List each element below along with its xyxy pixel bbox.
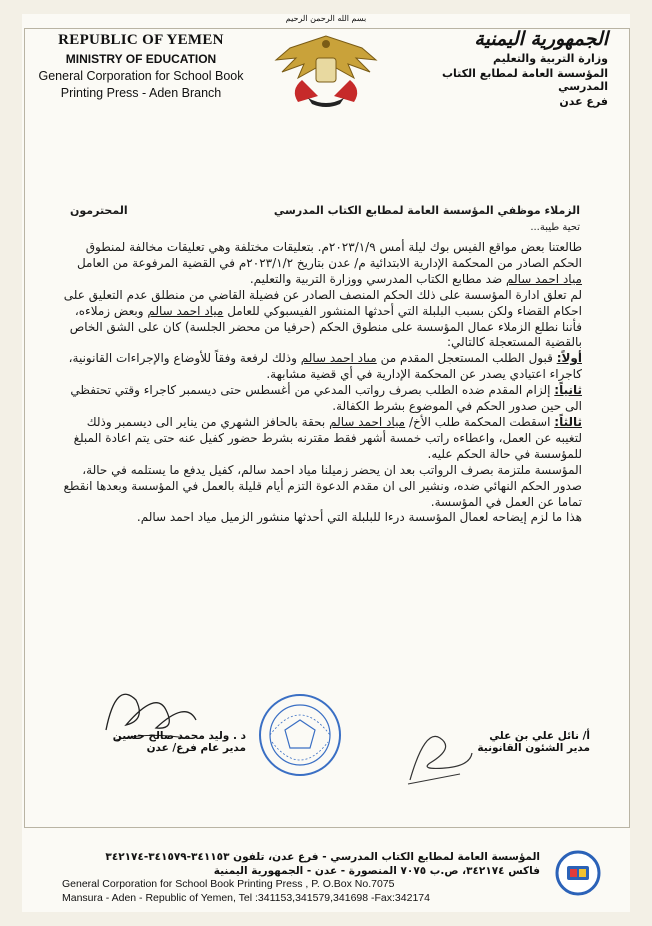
official-stamp-icon xyxy=(250,690,350,780)
country-name-ar: الجمهورية اليمنية xyxy=(474,28,608,50)
item-label: أولاً: xyxy=(556,351,582,366)
greeting: تحية طيبة... xyxy=(530,222,580,233)
addressee-line xyxy=(70,204,580,217)
corporation-name-en: General Corporation for School Book xyxy=(38,69,244,83)
honorific: المحترمون xyxy=(70,204,128,217)
paragraph-4: هذا ما لزم إيضاحه لعمال المؤسسة درءا للبلبلة التي أحدثها منشور الزميل مياد احمد سالم. xyxy=(136,510,582,525)
item-label: ثالثاً: xyxy=(554,414,582,429)
branch-name-en: Printing Press - Aden Branch xyxy=(60,86,222,100)
footer-ar-line1: المؤسسة العامة لمطابع الكتاب المدرسي - فرع عدن، تلفون ٣٤١١٥٣-٣٤١٥٧٩-٣٤٢١٧٤ xyxy=(105,851,540,863)
ruling-item-2: ثانياً: إلزام المقدم ضده الطلب بصرف رواتب المدعي من أغسطس حتى ديسمبر كاجراء وقتي تحتفظي الى حين صدور الحكم في الموضوع بشرط الكفالة. xyxy=(70,383,582,414)
country-name-en: REPUBLIC OF YEMEN xyxy=(58,32,224,48)
footer-english xyxy=(62,877,552,905)
footer-ar-line2: فاكس ٣٤٢١٧٤، ص.ب ٧٠٧٥ المنصورة - عدن - الجمهورية اليمنية xyxy=(213,865,540,877)
signatory-title-right: مدير الشئون القانونية xyxy=(477,742,590,754)
corporation-name-ar: المؤسسة العامة لمطابع الكتاب المدرسي xyxy=(441,67,608,93)
footer-en-line2: Mansura - Aden - Republic of Yemen, Tel :341153,341579,341698 -Fax:342174 xyxy=(62,892,430,904)
person-name: مياد احمد سالم xyxy=(300,351,377,366)
ministry-name-en: MINISTRY OF EDUCATION xyxy=(65,52,217,66)
item-label: ثانياً: xyxy=(554,383,582,398)
footer-en-line1: General Corporation for School Book Printing Press , P. O.Box No.7075 xyxy=(62,878,395,890)
signatory-title-left: مدير عام فرع/ عدن xyxy=(146,742,246,754)
person-name: مياد احمد سالم xyxy=(329,414,406,429)
signatory-name-left: د . وليد محمد صالح حسين xyxy=(112,730,246,742)
corporation-logo-icon xyxy=(552,850,604,896)
signature-block-right xyxy=(440,730,590,754)
paragraph-3: المؤسسة ملتزمة بصرف الرواتب بعد ان يحضر زميلنا مياد احمد سالم، كفيل يدفع ما يستلمه في حالة، صدور الحكم النهائي ضده، ونشير الى ان مقدم الدعوة التزم أيام قليلة بالعمل في المؤسسة وبعدها انقطع تماما عن العمل في المؤسسة. xyxy=(63,462,582,509)
branch-name-ar: فرع عدن xyxy=(559,95,608,108)
paragraph-1: طالعتنا بعض مواقع الفيس بوك ليلة أمس ٢٠٢٣/١/٩م. بتعليقات مختلفة وهي تعليقات مخالفة لمنطوق الحكم الصادر من المحكمة الإدارية الابتدائية م/ عدن بتاريخ ٢٠٢٣/١/٢م في القضية المرفوعة من العامل مياد احمد سالم ضد مطابع الكتاب المدرسي ووزارة التربية والتعليم. xyxy=(76,240,582,286)
letter-body xyxy=(62,240,582,526)
signatory-name-right: أ/ نائل علي بن علي xyxy=(489,730,590,742)
addressee: الزملاء موظفي المؤسسة العامة لمطابع الكتاب المدرسي xyxy=(273,204,580,217)
basmala-text: بسم الله الرحمن الرحيم xyxy=(285,14,367,23)
signature-block-left xyxy=(96,730,246,754)
ministry-name-ar: وزارة التربية والتعليم xyxy=(493,52,608,65)
person-name: مياد احمد سالم xyxy=(505,271,582,286)
paragraph-2: لم تعلق ادارة المؤسسة على ذلك الحكم المنصف الصادر عن فضيلة القاضي من منطلق عدم التعليق على احكام القضاء ولكن بسبب البلبلة التي أحدثها المنشور الفيسبوكي للعامل مياد احمد سالم وبعض زملاءه، فأننا نطلع الزملاء عمال المؤسسة على منطوق الحكم (حرفيا من محضر الجلسة) كان على الشق الخاص بالقضية المستعجلة كالتالي: xyxy=(63,287,582,350)
footer-arabic xyxy=(60,850,540,878)
ruling-item-3: ثالثاً: اسقطت المحكمة طلب الأخ/ مياد احمد سالم بحقة بالحافز الشهري من يناير الى ديسمبر وذلك لتغيبه عن العمل، واعطاءه راتب خمسة أشهر فقط مقترنه بشرط حضور كفيل عنه حتى يتم اعادة المبلغ للمؤسسة في حالة الحكم عليه. xyxy=(73,414,582,461)
ruling-item-1: أولاً: قبول الطلب المستعجل المقدم من مياد احمد سالم وذلك لرفعة وفقاً للأوضاع والإجراءات القانونية، كاجراء اعتيادي يصدر عن المحكمة الإدارية في أي قضية مشابهة. xyxy=(68,351,582,382)
person-name: مياد احمد سالم xyxy=(147,303,224,318)
